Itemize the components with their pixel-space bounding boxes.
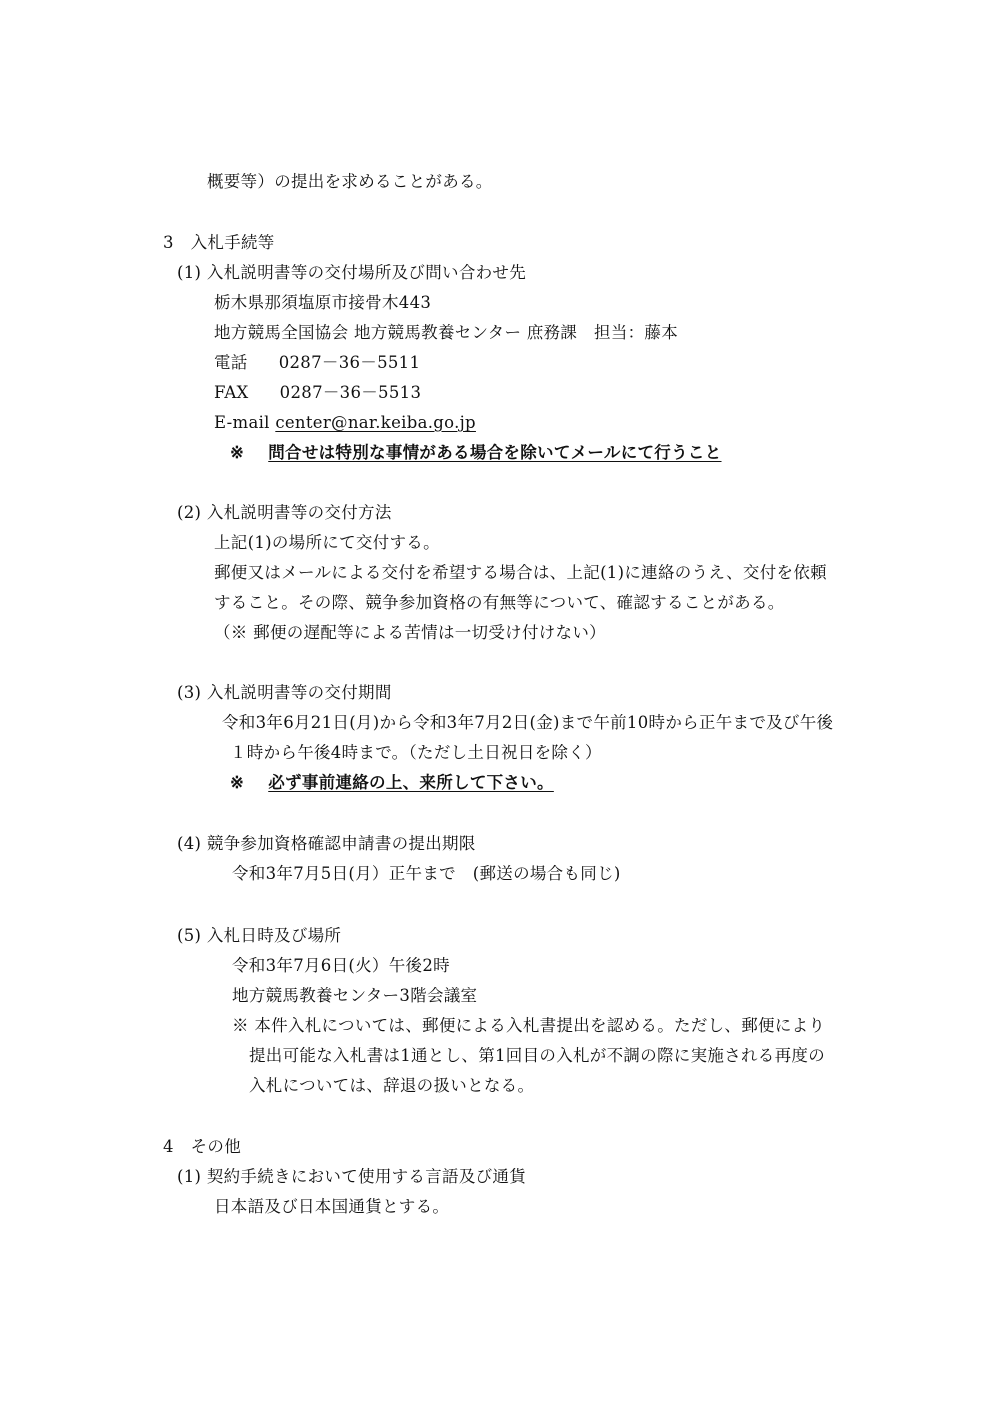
subsection-3-5-heading: (5) 入札日時及び場所 [177,926,342,945]
subsection-4-1-heading: (1) 契約手続きにおいて使用する言語及び通貨 [177,1167,527,1186]
subsection-3-2-heading: (2) 入札説明書等の交付方法 [177,503,392,522]
delivery-line-4: （※ 郵便の遅配等による苦情は一切受け付けない） [214,623,606,642]
address-line: 栃木県那須塩原市接骨木443 [214,293,432,312]
currency-line: 日本語及び日本国通貨とする。 [214,1197,450,1216]
section-4-heading: 4 その他 [163,1137,241,1156]
bid-place-line: 地方競馬教養センター3階会議室 [232,986,478,1005]
subsection-3-4-heading: (4) 競争参加資格確認申請書の提出期限 [177,834,476,853]
subsection-3-1-heading: (1) 入札説明書等の交付場所及び問い合わせ先 [177,263,527,282]
note-mark: ※ [230,443,245,462]
phone-number: 0287－36－5511 [278,353,421,372]
organization-line: 地方競馬全国協会 地方競馬教養センター 庶務課 担当：藤本 [214,323,679,342]
bid-note-line-3: 入札については、辞退の扱いとなる。 [249,1076,535,1095]
fax-number: 0287－36－5513 [279,383,422,402]
inquiry-note [230,442,722,464]
bid-date-line: 令和3年7月6日(火）午後2時 [232,956,450,975]
bid-note-line-2: 提出可能な入札書は1通とし、第1回目の入札が不調の際に実施される再度の [249,1046,825,1065]
email-label: E-mail [214,413,270,432]
bid-note-line-1: ※ 本件入札については、郵便による入札書提出を認める。ただし、郵便により [232,1016,826,1035]
email-line [214,412,476,434]
phone-label: 電話 [214,353,248,372]
continuation-line: 概要等）の提出を求めることがある。 [207,172,493,191]
fax-line [214,382,421,404]
visit-note-text: 必ず事前連絡の上、来所して下さい。 [268,773,554,792]
delivery-line-3: すること。その際、競争参加資格の有無等について、確認することがある。 [214,593,785,612]
subsection-3-3-heading: (3) 入札説明書等の交付期間 [177,683,392,702]
period-line-1: 令和3年6月21日(月)から令和3年7月2日(金)まで午前10時から正午まで及び午後 [222,713,834,732]
deadline-line: 令和3年7月5日(月）正午まで (郵送の場合も同じ) [232,864,621,883]
email-link[interactable]: center@nar.keiba.go.jp [275,413,476,432]
section-3-heading: 3 入札手続等 [163,233,275,252]
visit-note [230,772,554,794]
delivery-line-2: 郵便又はメールによる交付を希望する場合は、上記(1)に連絡のうえ、交付を依頼 [214,563,827,582]
fax-label: FAX [214,383,249,402]
period-line-2: １時から午後4時まで。（ただし土日祝日を除く） [230,743,602,762]
delivery-line-1: 上記(1)の場所にて交付する。 [214,533,440,552]
phone-line [214,352,420,374]
inquiry-note-text: 問合せは特別な事情がある場合を除いてメールにて行うこと [268,443,722,462]
note-mark: ※ [230,773,245,792]
